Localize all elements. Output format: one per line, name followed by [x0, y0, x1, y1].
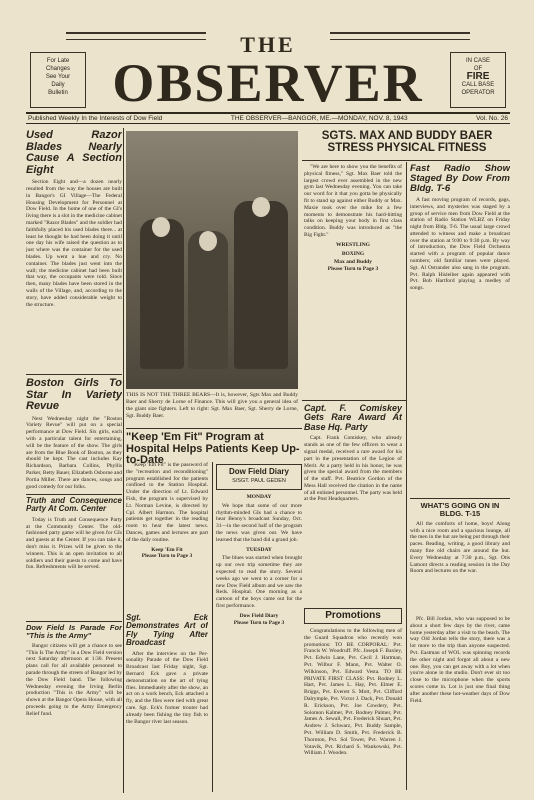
divider	[126, 428, 302, 429]
left-ear-line: Bulletin	[48, 90, 68, 96]
figure-head	[199, 231, 217, 251]
t15-story	[410, 502, 510, 612]
diary-body-tuesday: The blues was started when brought up our own trip sometime they are expected to read the story. Several weeks ago we went to a corner for a new Dow Field album and we saw the Reds. Hospital. One morning as a cartoon of the boys came out for the first performance.	[216, 555, 302, 609]
truth-body: Today is Truth and Consequence Party at the Community Center. The old-fashioned party game will be given for GIs and guests at the Center. If you can take it, don't miss it. Prizes will be given to the winners. This is an open invitation to all soldiers and their guests to come and have fun. Refreshments will be served.	[26, 516, 122, 571]
keep-em-fit-continued: Keep 'Em Fit Please Turn to Page 3	[141, 546, 193, 560]
column-rule	[212, 462, 213, 792]
photo-caption: THIS IS NOT THE THREE BEARS—It is, however, Sgts Max and Buddy Baer and Sherry de Lorne of Finance. This will give you a general idea of the giant size fighters. Left to right: Sgt. Max Baer, Sgt. Sherry de Lorne, Sgt. Buddy Baer.	[126, 392, 298, 419]
eck-story	[126, 614, 208, 794]
razor-headline: Used Razor Blades Nearly Cause A Section Eight	[26, 130, 122, 176]
divider	[26, 374, 122, 375]
masthead-title: OBSERVER	[112, 53, 424, 113]
left-ear-line: For Late	[46, 58, 70, 64]
left-ear-line: Changes	[45, 66, 71, 72]
wrestling-subhead: WRESTLING	[336, 241, 370, 248]
radio-headline: Fast Radio Show Staged By Dow From Bldg. T-6	[410, 164, 510, 194]
radio-story	[410, 164, 510, 494]
promotions-headline: Promotions	[325, 610, 381, 621]
right-ear-line: OPERATOR	[461, 90, 495, 96]
divider	[26, 494, 122, 495]
left-ear-line: Daily	[51, 82, 65, 88]
diary-headline: Dow Field Diary	[228, 467, 289, 476]
t15-headline: WHAT'S GOING ON IN BLDG. T-15	[420, 502, 500, 518]
misc-story	[410, 616, 510, 794]
razor-story	[26, 130, 122, 370]
keep-em-fit-headline: "Keep 'Em Fit" Program at Hospital Helps Patients Keep Up-to-Date	[126, 431, 300, 467]
diary-byline: S/SGT. PAUL GEDEN	[232, 478, 286, 484]
truth-headline: Truth and Consequence Party At Com. Center	[26, 497, 122, 514]
figure-silhouette	[188, 231, 228, 369]
keep-em-fit-body: "Keep 'Em Fit" is the password of the "recreation and reconditioning" program established for the patients confined to the Station Hospital. Under the direction of Lt. Edward Fish, the program is supervised by Lt. Norman Levine, is directed by Cpl. Albert Harmon. The hospital patients get together in the reading room to hear the latest news. Dances, games and lectures are part of the daily routine.	[126, 462, 208, 543]
diary-monday: MONDAY	[246, 494, 272, 500]
figure-head	[252, 197, 270, 217]
column-rule	[123, 128, 124, 793]
promotions-box	[304, 608, 402, 624]
baer-continued: Max and Buddy Please Turn to Page 3	[327, 259, 379, 273]
right-ear-fire: FIRE	[466, 71, 490, 82]
masthead-the: THE	[240, 32, 296, 57]
divider	[26, 621, 122, 622]
left-ear-box	[30, 52, 86, 108]
dow-parade-story	[26, 624, 122, 794]
folio-left: Published Weekly In the Interests of Dow Field	[28, 115, 163, 122]
folio-right: Vol. No. 26	[476, 115, 508, 122]
diary-tuesday: TUESDAY	[246, 546, 272, 553]
folio-center: THE OBSERVER—BANGOR, ME.—MONDAY, NOV. 8, 1943	[230, 115, 408, 122]
diary-story	[216, 494, 302, 794]
baer-story	[304, 164, 402, 396]
razor-body: Section Eight and—a dozen nearly resulted from the way the houses are built in Bangor's GI Village—The Federal Housing Development for Personnel at Dow Field. In the home of one of the GI's living there is a slot in the medicine cabinet marked "Razor Blades" and the soldier had faithfully placed his used blades there... at least he thought he had been doing it until one day his wife raised the question as to just where was the container for the used blades. Up went a hue and cry. No container. The blades just went into the wall; the medicine cabinet had been built that way, the occupants were told. Since then, many blades have been stored in the walls of the Village, and, according to the story, have added considerable weight to the structure.	[26, 179, 122, 308]
masthead	[26, 10, 510, 113]
baer-body: "We are here to show you the benefits of physical fitness," Sgt. Max Baer told the largest crowd ever assembled in the new gym last Wednesday evening. You can take our word for it that you gotta be physically fit to stand up against either Buddy or Max. Maxie took over the mike for a few moments to demonstrate his hard-hitting talks on keeping your body in first class condition. Buddy was introduced as "the Big Fight."	[304, 164, 402, 238]
keep-em-fit-story	[126, 462, 208, 610]
folio-line	[26, 112, 510, 124]
diary-box	[216, 464, 302, 490]
baer-brothers-photo	[126, 131, 298, 389]
comiskey-body: Capt. Frank Comiskey, who already stands as one of the few officers to wear a signal medal, received a rare award for his part in the presentation of the Legion of Merit. At a party held in his honor, he was given the special award from the members of the staff. Pvt. Beatrice Gordon of the Mess Hall received the citation in the name of all enlisted personnel. The party was held at the Post Headquarters.	[304, 435, 402, 503]
boston-headline: Boston Girls To Star In Variety Revue	[26, 378, 122, 413]
dow-parade-body: Bangor citizens will get a chance to see "This Is The Army" in a Dow Field version next Saturday afternoon at 1:30. Present plans call for all available personnel to parade through the streets of Bangor led by the Dow Field band. The following Wednesday evening the Irving Berlin production "This is the Army" will be shown at the Bangor Opera House, with all proceeds going to the Army Emergency Relief fund.	[26, 642, 122, 717]
promotions-story	[304, 628, 402, 794]
diary-body-monday: We hope that some of our more rhythm-minded GIs had a chance to hear Benny's broadcast Sunday, Oct. 31—in the second half of the program the news was given out. We have learned that the band did a grand job.	[216, 502, 302, 543]
comiskey-story	[304, 404, 402, 604]
right-ear-box	[450, 52, 506, 108]
divider	[302, 160, 510, 161]
right-ear-line: IN CASE	[465, 58, 490, 64]
diary-continued: Dow Field Diary Please Turn to Page 3	[233, 612, 285, 626]
boston-body: Next Wednesday night the "Boston Variety Revue" will put on a special performance at Dow Field. Six girls, each with a particular talent for entertaining, will be the feature of the show. The girls are from the Blue Book of Boston, as they should be kept. The cast includes Kay Richardson, Barbara Collins, Phyllis Parker, Betty Bauer, Elizabeth Osborne and Portia Miller. There are dances, songs and good comedy for our folks.	[26, 415, 122, 490]
misc-body: Pfc. Bill Jordan, who was supposed to be about a short few days by the river, came home yesterday after a visit to the beach. The way Old Jordan tells the story, there was a lot more to the trip than anyone suspected. Pvt. Eastman of WOL was spinning records the other night and forgot all about a new one. Boy, you can get away with a lot when you're alone in the studio. Don't ever sit too close to the microphone when the sports scores come in. Lot is just one final thing after another these hot-weather days of Dow Field.	[410, 616, 510, 704]
figure-silhouette	[234, 201, 288, 369]
divider	[410, 498, 510, 499]
boxing-subhead: BOXING	[341, 250, 365, 257]
promotions-body: Congratulations to the following men of the Guard Squadron who recently won promotions: TO BE CORPORAL: Pvt. Francis W. Woodruff. Pfc. Joseph F. Baxley, Pvt. Edwin Lane, Pvt. Cecil J. Hartman, Pvt. Wilbur F. Mann, Pvt. Walter O. Wilkinson, Pvt. Edward Vesta. TO BE PRIVATE FIRST CLASS: Pvt. Rodney L. Hart, Pvt. James L. Hay, Pvt. Elmer E. Briggs, Pvt. Everett S. Mott, Pvt. Clifford Dalrymple, Pvt. Victor J. Dack, Pvt. Donald R. Erickson, Pvt. Joe Cowdery, Pvt. Solomon Kalmer, Pvt. Rodney Palmer, Pvt. James A. Sewall, Pvt. Frederick Shuart, Pvt. Andrew J. Schwarz, Pvt. Buddy Sample, Pvt. William D. Smith, Pvt. Frederick B. Thornton, Pvt. Sol Tower, Pvt. Warren J. Votavik, Pvt. Richard S. Wankowski, Pvt. William J. Wooden.	[304, 628, 402, 757]
eck-body: After the interview on the Per-sonality Parade of the Dow Field Broadcast last Friday night, Sgt. Bernard Eck gave a private demonstration on the art of tying flies. Immediately after the show, an act on a work bench, Eck attached a fly, and the flies were tied with great care. Sgt. Eck's former trouter had already been fishing the tiny fish to the Bangor river last season.	[126, 650, 208, 725]
comiskey-headline: Capt. F. Comiskey Gets Rare Award At Base Hq. Party	[304, 404, 402, 432]
divider	[302, 400, 406, 401]
boston-story	[26, 378, 122, 490]
t15-body: All the comforts of home, boys! Along with a nice room and a spacious lounge, all the men in the hut are being put through their paces. Reading, writing, a good library and many fine old chairs are around the hut. Every Wednesday at 7:30 p.m., Sgt. Otis Lamont directs a reading session in the Day Room and lectures on the war.	[410, 520, 510, 575]
figure-silhouette	[140, 219, 184, 369]
right-ear-line: CALL BASE	[461, 82, 495, 88]
left-ear-line: See Your	[45, 74, 71, 80]
radio-body: A fast moving program of records, gags, interviews, and mysteries was staged by a group of service men from Dow Field at the station of Radio Station WLBZ on Friday night from Bldg. T-6. The usual large crowd attended to witness and make a broadcast over the station at 9:00 to 9:30 p.m. By way of introduction, the Dow Field Orchestra started with a program of popular dance numbers; old familiar tunes were played. Sgt. Al Ostrander also sang in the program. Pvt. Ralph Hisleiber again appeared with Pvt. Bob Hartford playing a medley of songs.	[410, 196, 510, 292]
eck-headline: Sgt. Eck Demonstrates Art of Fly Tying After Broadcast	[126, 614, 208, 648]
column-rule	[406, 162, 407, 790]
right-ear-line: OF	[473, 66, 483, 72]
baer-headline: SGTS. MAX AND BUDDY BAER STRESS PHYSICAL FITNESS	[321, 130, 493, 155]
truth-story	[26, 497, 122, 617]
dow-parade-headline: Dow Field Is Parade For "This is the Army"	[26, 624, 122, 640]
figure-head	[152, 217, 170, 237]
